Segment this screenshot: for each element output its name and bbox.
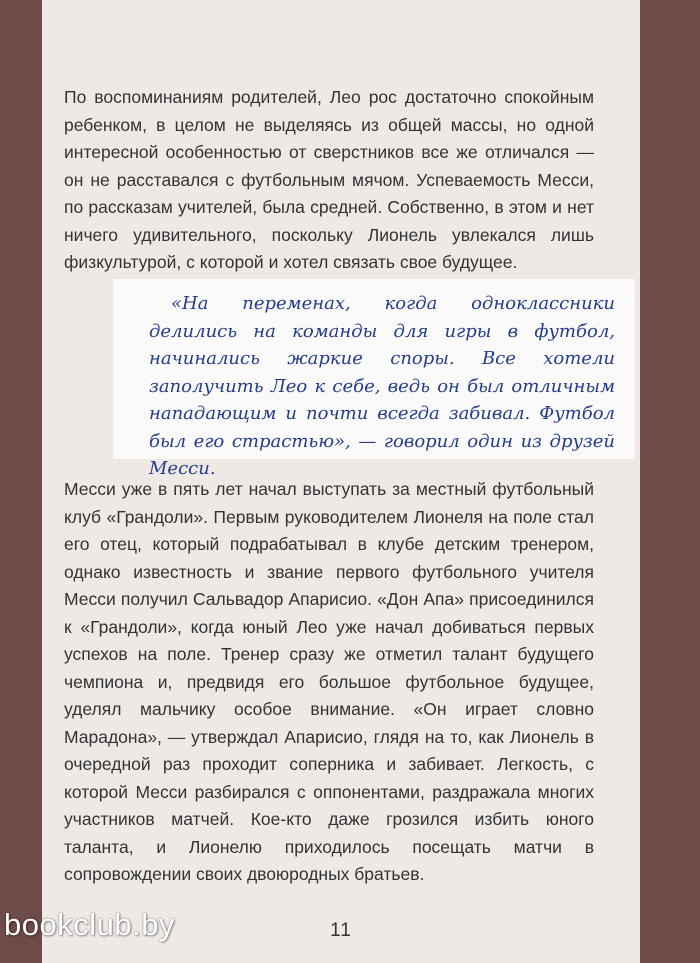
quote-box [113,279,635,479]
watermark: bookclub.by [4,907,175,942]
paragraph-2: Месси уже в пять лет начал выступать за местный футбольный клуб «Грандоли». Первым руководителем Лионеля на поле стал его отец, который подрабатывал в клубе детским тренером, однако известность и звание первого футбольного учителя Месси получил Сальвадор Апарисио. «Дон Апа» присоединился к «Грандоли», когда юный Лео уже начал добиваться первых успехов на поле. Тренер сразу же отметил талант будущего чемпиона и, предвидя его большое футбольное будущее, уделял мальчику особое внимание. «Он играет словно Марадона», — утверждал Апарисио, глядя на то, как Лионель в очередной раз проходит соперника и забивает. Легкость, с которой Месси разбирался с оппонентами, раздражала многих участников матчей. Кое-кто даже грозился избить юного таланта, и Лионелю приходилось посещать матчи в сопровождении своих двоюродных братьев. [64,479,594,884]
page-number: 11 [330,920,352,941]
paragraph-1: По воспоминаниям родителей, Лео рос достаточно спокойным ребенком, в целом не выделяясь из общей массы, но одной интересной особенностью от сверстников все же отличался — он не расставался с футбольным мячом. Успеваемость Месси, по рассказам учителей, была средней. Собственно, в этом и нет ничего удивительного, поскольку Лионель увлекался лишь физкультурой, с которой и хотел связать свое будущее. [64,87,594,272]
quote-text: «На переменах, когда одноклассники делились на команды для игры в футбол, начинались жаркие споры. Все хотели заполучить Лео к себе, ведь он был отличным нападающим и почти всегда забивал. Футбол был его страстью», — говорил один из друзей Месси. [149,293,615,479]
